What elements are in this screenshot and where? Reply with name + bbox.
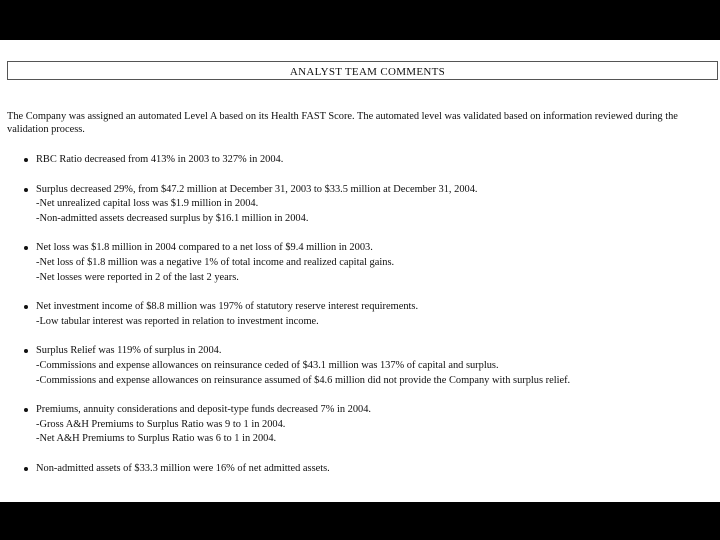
bullet-dot-icon [24, 467, 28, 471]
bullet-row [0, 300, 720, 315]
list-item [0, 153, 720, 168]
bullet-sub-line: -Net loss of $1.8 million was a negative 1% of total income and realized capital gains. [36, 256, 395, 268]
list-item [0, 403, 720, 447]
bullet-sub-line: -Net A&H Premiums to Surplus Ratio was 6 to 1 in 2004. [36, 433, 277, 445]
list-item [0, 462, 720, 477]
bullet-row [0, 403, 720, 418]
list-item [0, 300, 720, 329]
page-title: ANALYST TEAM COMMENTS [289, 66, 446, 78]
intro-line: validation process. [7, 124, 85, 135]
bullet-sub-line: -Low tabular interest was reported in relation to investment income. [36, 315, 319, 327]
bullet-sub-line: -Gross A&H Premiums to Surplus Ratio was 9 to 1 in 2004. [36, 418, 286, 430]
bullet-sub-line: -Net unrealized capital loss was $1.9 million in 2004. [36, 198, 259, 210]
bullet-list [0, 153, 720, 477]
bullet-dot-icon [24, 188, 28, 192]
bullet-text: RBC Ratio decreased from 413% in 2003 to 327% in 2004. [36, 154, 284, 165]
bullet-row [0, 241, 720, 256]
bullet-text: Net investment income of $8.8 million was 197% of statutory reserve interest requirements. [36, 301, 419, 313]
bullet-row [0, 183, 720, 198]
bullet-row [0, 344, 720, 359]
header-box [7, 61, 718, 80]
bullet-dot-icon [24, 408, 28, 412]
list-item [0, 344, 720, 388]
bullet-sub-line: -Commissions and expense allowances on reinsurance assumed of $4.6 million did not provide the Company with surplus relief. [36, 374, 571, 386]
list-item [0, 241, 720, 285]
bullet-text: Surplus Relief was 119% of surplus in 2004. [36, 345, 222, 357]
bullet-dot-icon [24, 158, 28, 162]
bullet-text: Net loss was $1.8 million in 2004 compared to a net loss of $9.4 million in 2003. [36, 242, 373, 254]
document-page [0, 40, 720, 502]
bullet-row [0, 153, 720, 168]
bullet-dot-icon [24, 246, 28, 250]
bullet-text: Surplus decreased 29%, from $47.2 million at December 31, 2003 to $33.5 million at December 31, 2004. [36, 183, 478, 195]
intro-line: The Company was assigned an automated Level A based on its Health FAST Score. The automated level was validated based on information reviewed during the [7, 111, 678, 122]
bullet-dot-icon [24, 349, 28, 353]
bullet-row [0, 462, 720, 477]
list-item [0, 183, 720, 227]
intro-paragraph [7, 110, 719, 136]
bullet-sub-line: -Net losses were reported in 2 of the last 2 years. [36, 271, 239, 283]
bullet-text: Premiums, annuity considerations and deposit-type funds decreased 7% in 2004. [36, 404, 372, 416]
bullet-text: Non-admitted assets of $33.3 million were 16% of net admitted assets. [36, 462, 330, 474]
bullet-sub-line: -Commissions and expense allowances on reinsurance ceded of $43.1 million was 137% of capital and surplus. [36, 359, 499, 371]
bullet-dot-icon [24, 305, 28, 309]
bullet-sub-line: -Non-admitted assets decreased surplus by $16.1 million in 2004. [36, 212, 309, 224]
